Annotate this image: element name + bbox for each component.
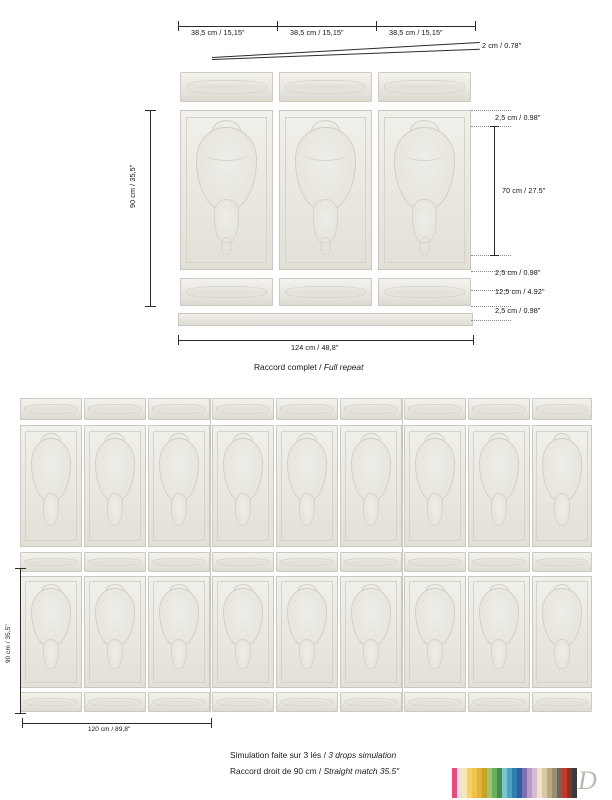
sim-frieze-e-6 [340, 692, 402, 712]
frieze-panel-bottom-2 [279, 278, 372, 306]
sim-frieze-e-2 [84, 692, 146, 712]
sim-panel-d-2 [84, 576, 146, 688]
sim-panel-d-5 [276, 576, 338, 688]
simulation-caption-2-fr: Raccord droit de 90 cm / [230, 766, 324, 776]
simulation-caption-line-2 [230, 766, 399, 776]
sim-panel-b-5 [276, 425, 338, 547]
frieze-panel-top-1 [180, 72, 273, 102]
simulation-caption-1-fr: Simulation faite sur 3 lés / [230, 750, 329, 760]
sim-frieze-e-3 [148, 692, 210, 712]
left-height-label: 90 cm / 35,5" [128, 164, 137, 208]
sim-panel-d-8 [468, 576, 530, 688]
sim-frieze-a-1 [20, 398, 82, 420]
sim-panel-b-4 [212, 425, 274, 547]
right-dim-label-2: 70 cm / 27.5" [502, 186, 546, 195]
top-dimension-line [178, 26, 476, 27]
sim-frieze-c-9 [532, 552, 592, 572]
sim-left-tick-top [15, 568, 26, 569]
ornament-panel-1 [180, 110, 273, 270]
simulation-caption-1-en: 3 drops simulation [328, 750, 397, 760]
sim-frieze-e-5 [276, 692, 338, 712]
sim-frieze-e-7 [404, 692, 466, 712]
sim-panel-b-6 [340, 425, 402, 547]
sim-panel-b-3 [148, 425, 210, 547]
panel-drop-ornament [419, 237, 430, 255]
repeat-caption [254, 362, 363, 372]
color-swatch-strip [452, 768, 577, 798]
drop-separator-1 [210, 398, 211, 712]
sim-frieze-c-3 [148, 552, 210, 572]
sim-panel-d-6 [340, 576, 402, 688]
sim-frieze-e-9 [532, 692, 592, 712]
sim-frieze-c-6 [340, 552, 402, 572]
sim-bottom-tick-left [22, 718, 23, 728]
drops-simulation-diagram [0, 398, 612, 758]
gap-note-label: 2 cm / 0.78" [482, 41, 522, 50]
sim-panel-d-4 [212, 576, 274, 688]
left-dimension-line [150, 110, 151, 306]
sim-frieze-c-2 [84, 552, 146, 572]
bottom-tick-left [178, 335, 179, 345]
right-dimension-line-70 [494, 126, 495, 255]
right-dim-label-5: 2,5 cm / 0.98" [495, 306, 541, 315]
sim-frieze-c-5 [276, 552, 338, 572]
right-dim-label-4: 12,5 cm / 4.92" [495, 287, 545, 296]
top-width-label-1: 38,5 cm / 15,15" [191, 28, 245, 37]
frieze-panel-bottom-3 [378, 278, 471, 306]
sim-frieze-e-8 [468, 692, 530, 712]
sim-bottom-width-label: 120 cm / 89,8" [88, 726, 131, 733]
sim-panel-d-1 [20, 576, 82, 688]
right-dim-label-3: 2,5 cm / 0.98" [495, 268, 541, 277]
panel-bouquet-ornament [214, 199, 240, 242]
drop-separator-2 [402, 398, 403, 712]
ornament-panel-3 [378, 110, 471, 270]
panel-swag-ornament [304, 146, 348, 161]
sim-panel-b-2 [84, 425, 146, 547]
repeat-caption-en: Full repeat [323, 362, 364, 372]
sim-left-dimension-line [20, 568, 21, 713]
sim-frieze-a-4 [212, 398, 274, 420]
panel-bouquet-ornament [313, 199, 339, 242]
sim-panel-d-3 [148, 576, 210, 688]
right-leader-1 [471, 110, 511, 111]
sim-panel-b-1 [20, 425, 82, 547]
ornament-panel-2 [279, 110, 372, 270]
simulation-caption-2-en: Straight match 35.5" [323, 766, 400, 776]
sim-frieze-c-1 [20, 552, 82, 572]
sim-frieze-a-2 [84, 398, 146, 420]
top-tick-3 [376, 21, 377, 31]
top-tick-1 [178, 21, 179, 31]
sim-bottom-dimension-line [22, 723, 212, 724]
frieze-panel-top-3 [378, 72, 471, 102]
right-tick-70-top [490, 126, 499, 127]
sim-panel-b-7 [404, 425, 466, 547]
sim-bottom-tick-right [211, 718, 212, 728]
panel-drop-ornament [221, 237, 232, 255]
sim-frieze-e-1 [20, 692, 82, 712]
sim-panel-d-9 [532, 576, 592, 688]
panel-bouquet-ornament [554, 639, 570, 670]
sim-frieze-c-7 [404, 552, 466, 572]
frieze-panel-bottom-1 [180, 278, 273, 306]
panel-drop-ornament [320, 237, 331, 255]
sim-left-height-label: 90 cm / 35,5" [5, 624, 12, 663]
full-repeat-diagram [0, 0, 612, 380]
top-tick-2 [277, 21, 278, 31]
bottom-tick-right [473, 335, 474, 345]
right-dim-label-1: 2,5 cm / 0.98" [495, 113, 541, 122]
top-tick-4 [475, 21, 476, 31]
base-rail [178, 313, 473, 326]
panel-bouquet-ornament [412, 199, 438, 242]
sim-frieze-e-4 [212, 692, 274, 712]
frieze-panel-top-2 [279, 72, 372, 102]
bottom-dimension-line [178, 340, 473, 341]
repeat-caption-fr: Raccord complet / [254, 362, 324, 372]
sim-frieze-a-7 [404, 398, 466, 420]
left-tick-bottom [145, 306, 156, 307]
panel-swag-ornament [205, 146, 249, 161]
sim-frieze-c-8 [468, 552, 530, 572]
sim-frieze-a-6 [340, 398, 402, 420]
sim-left-tick-bottom [15, 713, 26, 714]
color-swatch-25 [572, 768, 577, 798]
sim-frieze-a-5 [276, 398, 338, 420]
right-tick-70-bottom [490, 255, 499, 256]
bottom-width-label: 124 cm / 48,8" [291, 343, 339, 352]
sim-panel-b-9 [532, 425, 592, 547]
right-leader-7 [471, 320, 511, 321]
brand-logo: D [578, 766, 597, 795]
sim-frieze-a-3 [148, 398, 210, 420]
left-tick-top [145, 110, 156, 111]
panel-swag-ornament [403, 146, 447, 161]
top-width-label-2: 38,5 cm / 15,15" [290, 28, 344, 37]
sim-frieze-a-8 [468, 398, 530, 420]
top-width-label-3: 38,5 cm / 15,15" [389, 28, 443, 37]
sim-panel-b-8 [468, 425, 530, 547]
simulation-caption-line-1 [230, 750, 396, 760]
sim-frieze-a-9 [532, 398, 592, 420]
sim-frieze-c-4 [212, 552, 274, 572]
simulation-wall [20, 398, 592, 718]
sim-panel-d-7 [404, 576, 466, 688]
